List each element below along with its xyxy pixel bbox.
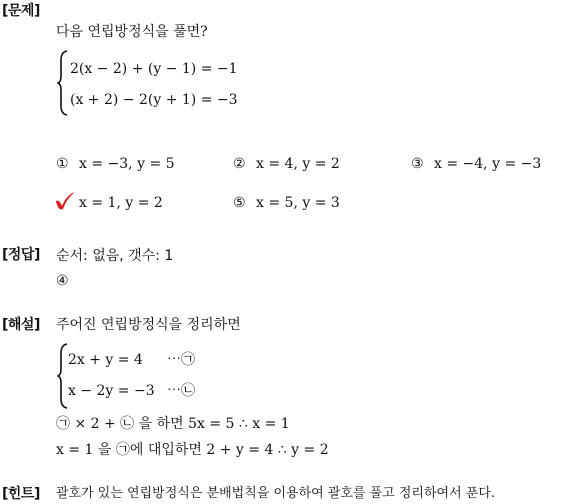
choice-3[interactable] [411,156,541,172]
problem-system-brace [57,50,69,116]
choice-3-number: ③ [411,156,424,172]
problem-equation-1: 2(x − 2) + (y − 1) = −1 [70,61,238,77]
explanation-intro: 주어진 연립방정식을 정리하면 [56,317,241,333]
choice-5[interactable] [233,195,340,211]
explanation-equation-2: x − 2y = −3 [68,383,155,399]
answer-line: 순서: 없음, 갯수: 1 [56,248,174,264]
choice-1-text: x = −3, y = 5 [79,156,175,172]
answer-value: ④ [56,273,69,289]
choice-1[interactable] [56,156,175,172]
choice-2[interactable] [233,156,340,172]
explanation-label: [해설] [2,317,40,333]
choice-5-number: ⑤ [233,195,246,211]
hint-text: 괄호가 있는 연립방정식은 분배법칙을 이용하여 괄호를 풀고 정리하여서 푼다. [56,486,496,501]
choice-1-number: ① [56,156,69,172]
choice-2-text: x = 4, y = 2 [256,156,340,172]
choice-4[interactable] [56,195,163,211]
explanation-step-1: ㉠ × 2 + ㉡ 을 하면 5x = 5 ∴ x = 1 [56,416,290,432]
problem-equation-2: (x + 2) − 2(y + 1) = −3 [70,92,238,108]
choice-3-text: x = −4, y = −3 [434,156,542,172]
problem-question: 다음 연립방정식을 풀면? [56,24,208,40]
explanation-tag-1: ⋯㉠ [167,352,195,368]
choice-5-text: x = 5, y = 3 [256,195,340,211]
choice-2-number: ② [233,156,246,172]
choice-4-text: x = 1, y = 2 [79,195,163,211]
answer-label: [정답] [2,247,40,263]
explanation-tag-2: ⋯㉡ [167,383,195,399]
hint-label: [힌트] [2,486,40,502]
explanation-equation-1: 2x + y = 4 [68,352,143,368]
explanation-step-2: x = 1 을 ㉠에 대입하면 2 + y = 4 ∴ y = 2 [56,442,329,458]
problem-label: [문제] [2,3,40,19]
checkmark-icon [54,191,76,211]
